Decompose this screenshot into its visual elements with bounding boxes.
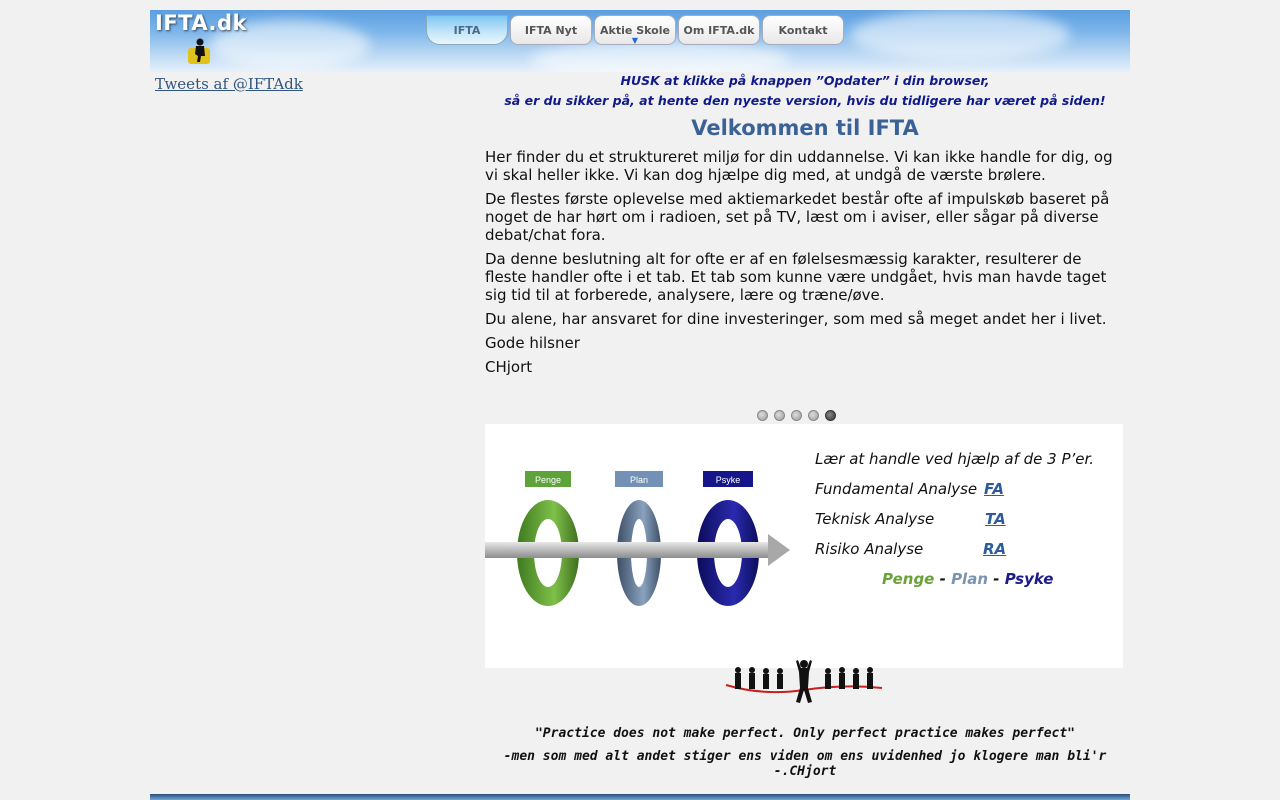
ring-label-plan: Plan [629, 475, 649, 485]
slider-dot[interactable] [774, 410, 785, 421]
ppp-psyke: Psyke [1004, 570, 1054, 588]
intro-paragraph: De flestes første oplevelse med aktiemarkedet består ofte af impulskøb baseret på noget de har hørt om i radioen, set på TV, læst om i aviser, eller sågar på diverse debat/chat fora. [485, 190, 1110, 244]
ppp-sep: - [993, 570, 1000, 588]
row-ra [815, 540, 923, 558]
row-fa-label: Fundamental Analyse [815, 480, 978, 498]
tab-ifta[interactable]: IFTA [426, 15, 508, 45]
ppp-plan: Plan [951, 570, 988, 588]
ta-link[interactable]: TA [985, 510, 1006, 528]
footer-bar [150, 794, 1130, 800]
tweets-link[interactable]: Tweets af @IFTAdk [155, 75, 303, 93]
slide-panel [485, 424, 1123, 668]
ring-label-penge: Penge [534, 475, 562, 485]
intro-paragraph: Du alene, har ansvaret for dine investeringer, som med så meget andet her i livet. [485, 310, 1107, 328]
ring-label-psyke: Psyke [715, 475, 741, 485]
tab-aktie-skole-label: Aktie Skole [600, 23, 670, 37]
row-fa [815, 480, 977, 498]
ppp-penge: Penge [882, 570, 935, 588]
quote-line-1: "Practice does not make perfect. Only perfect practice makes perfect" [534, 726, 1076, 741]
slider-dot-active[interactable] [825, 410, 836, 421]
tab-kontakt[interactable]: Kontakt [762, 15, 844, 45]
row-ta-label: Teknisk Analyse [815, 510, 935, 528]
row-ta [815, 510, 934, 528]
slider-dots [757, 410, 836, 421]
signature: CHjort [485, 358, 533, 376]
three-p-summary [882, 570, 1053, 588]
header-banner [150, 10, 1130, 72]
notice-line-1: HUSK at klikke på knappen ”Opdater” i din browser, [620, 73, 990, 88]
caret-down-icon: ▼ [631, 36, 639, 45]
panel-intro: Lær at handle ved hjælp af de 3 P’er. [815, 450, 1095, 468]
intro-paragraph: Her finder du et struktureret miljø for din uddannelse. Vi kan ikke handle for dig, og vi skal heller ikke. Vi kan dog hjælpe dig med, at undgå de værste brølere. [485, 148, 1113, 184]
intro-text [485, 148, 1125, 382]
ppp-sep: - [939, 570, 946, 588]
runners-finish-line-image [724, 658, 884, 716]
three-p-rings-graphic [485, 464, 795, 664]
page-title: Velkommen til IFTA [691, 116, 919, 140]
notice-line-2: så er du sikker på, at hente den nyeste version, hvis du tidligere har været på siden! [504, 93, 1106, 108]
tab-ifta-nyt[interactable]: IFTA Nyt [510, 15, 592, 45]
ra-link[interactable]: RA [983, 540, 1007, 558]
slider-dot[interactable] [757, 410, 768, 421]
quote-line-2: -men som med alt andet stiger ens viden om ens uvidenhed jo klogere man bli'r -.CHjort [503, 749, 1107, 779]
intro-paragraph: Da denne beslutning alt for ofte er af en følelsesmæssig karakter, resulterer de fleste handler ofte i et tab. Et tab som kunne være undgået, hvis man havde taget sig tid til at forberede, analysere, lære og træne/øve. [485, 250, 1107, 304]
tab-om-ifta[interactable]: Om IFTA.dk [678, 15, 760, 45]
fa-link[interactable]: FA [984, 480, 1004, 498]
main-nav [426, 15, 844, 45]
site-logo[interactable]: IFTA.dk [155, 11, 247, 35]
logo-figure-icon [187, 36, 211, 66]
tab-aktie-skole[interactable] [594, 15, 676, 45]
row-ra-label: Risiko Analyse [815, 540, 924, 558]
greeting: Gode hilsner [485, 334, 580, 352]
slider-dot[interactable] [808, 410, 819, 421]
slider-dot[interactable] [791, 410, 802, 421]
